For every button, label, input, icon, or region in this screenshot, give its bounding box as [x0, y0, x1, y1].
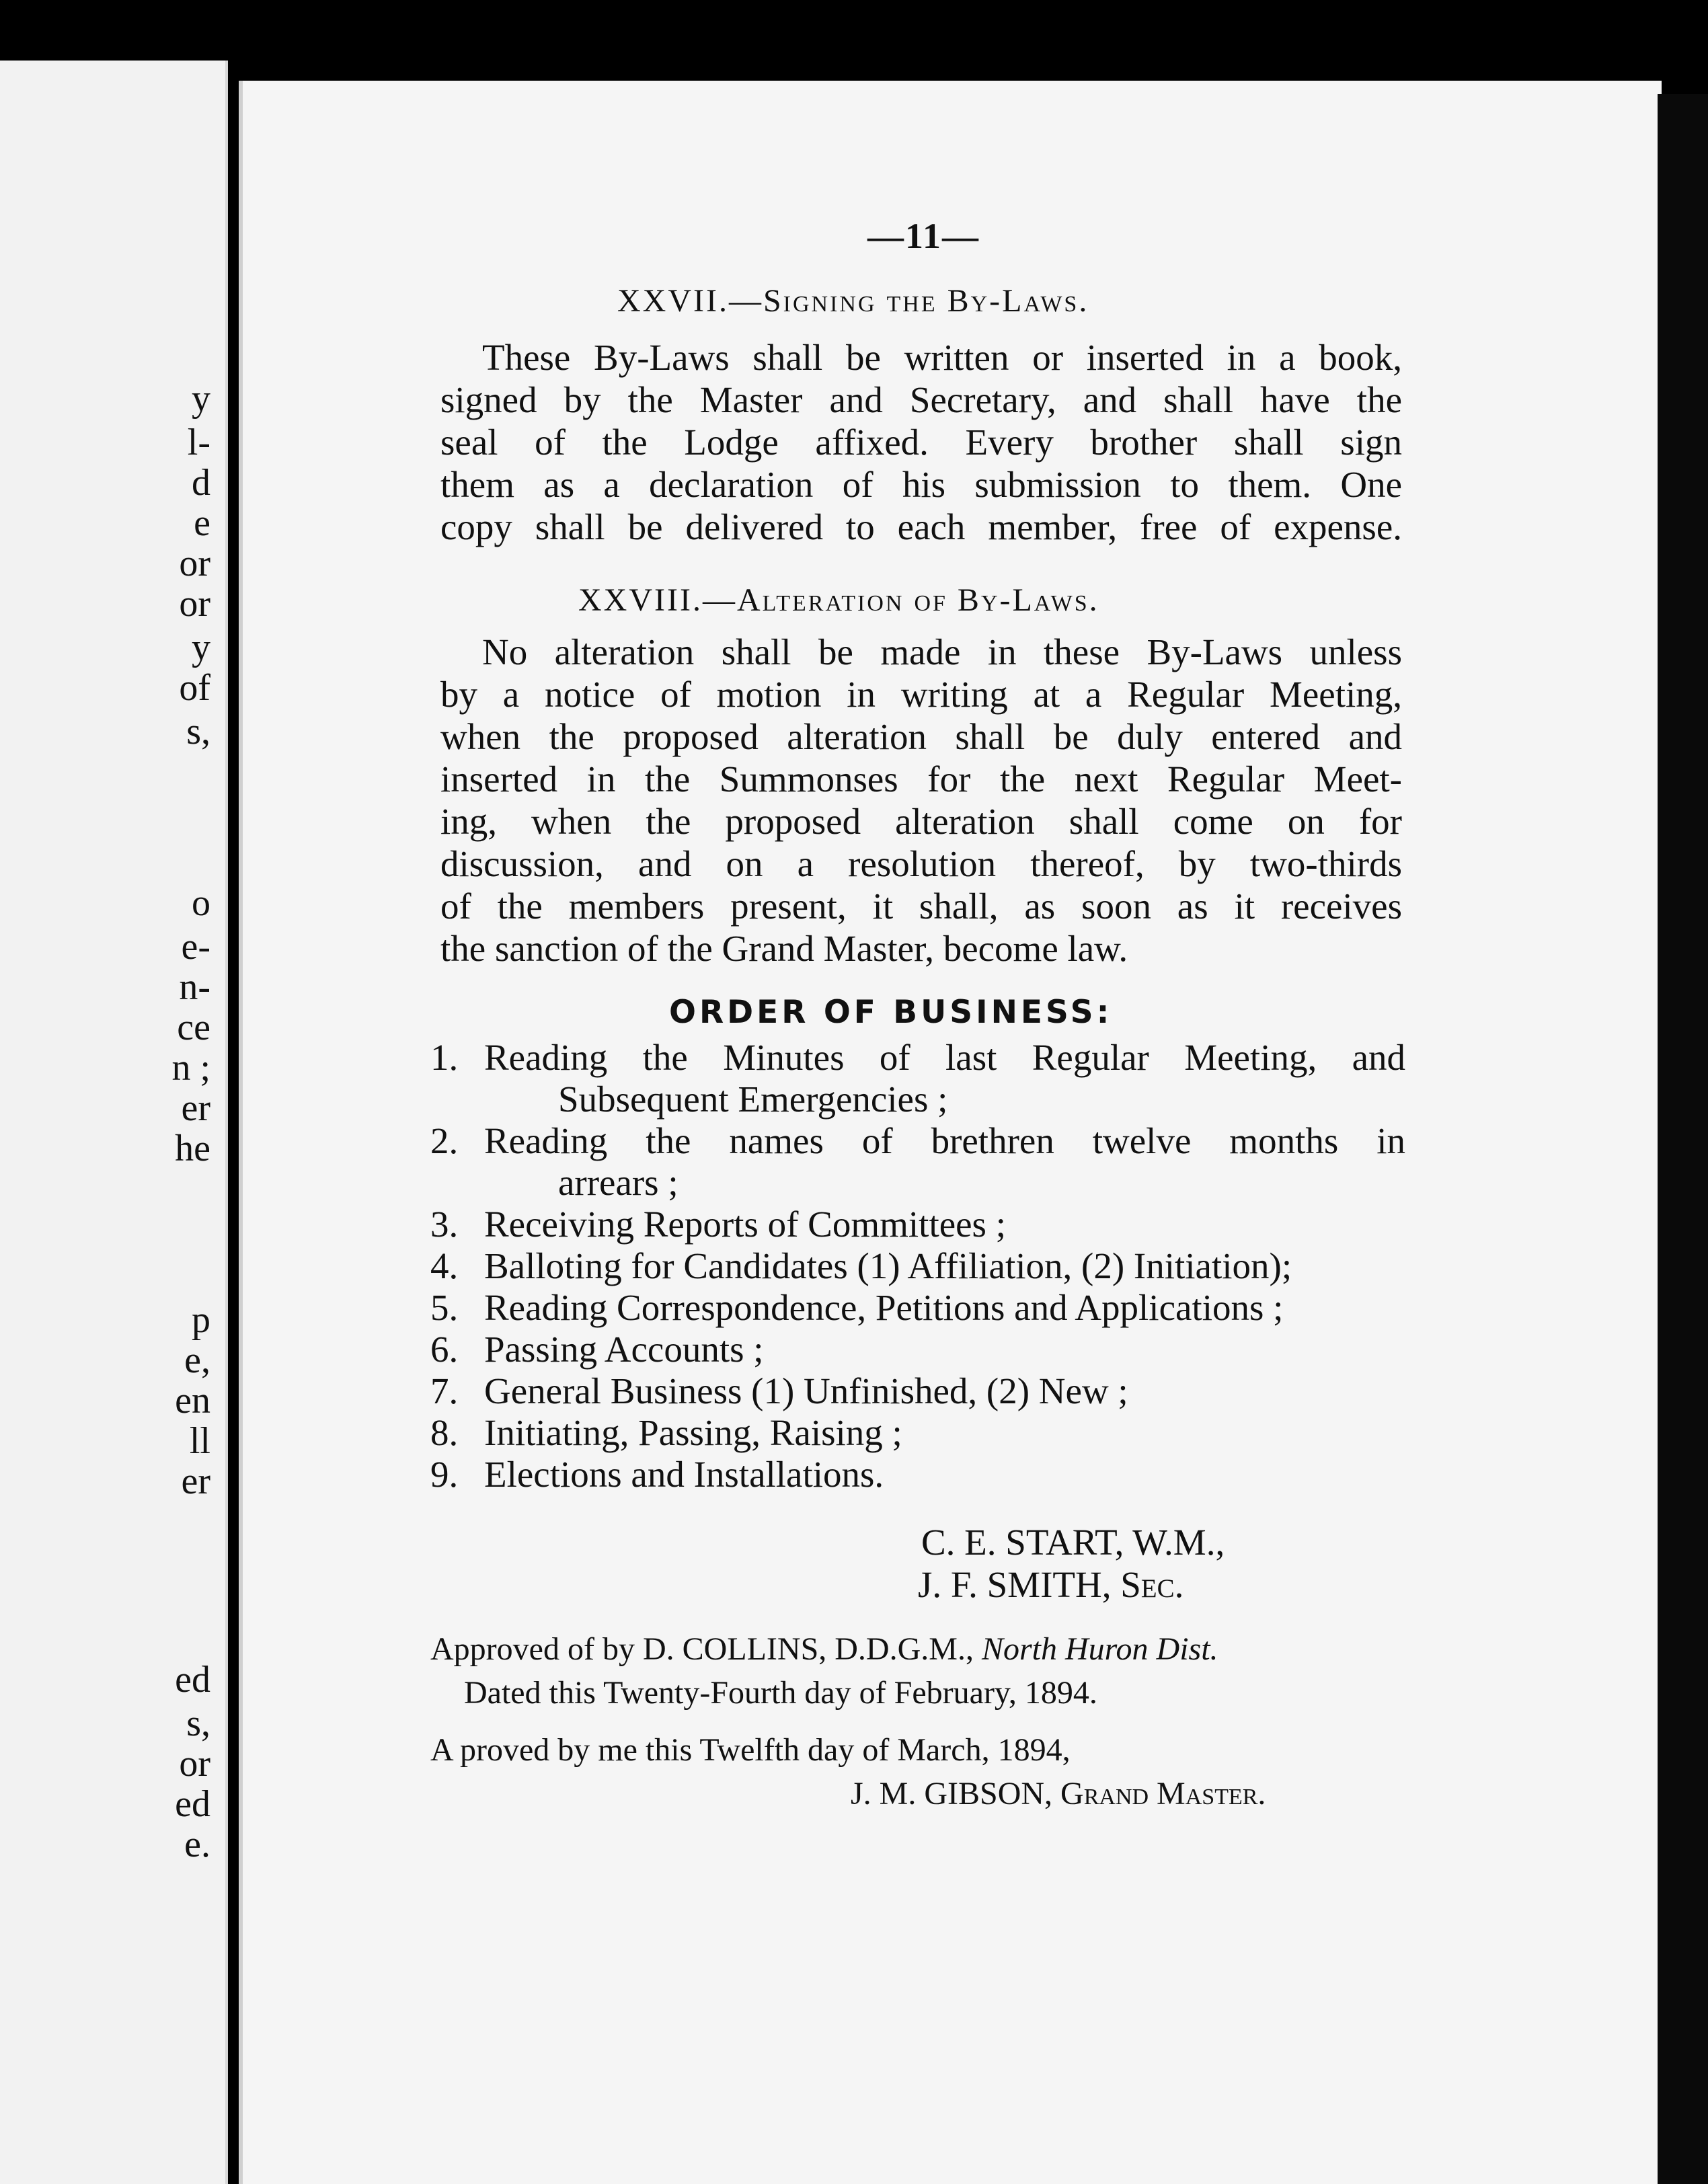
list-item — [430, 1287, 1405, 1329]
left-fragment: y — [192, 378, 210, 420]
section-28-body — [440, 631, 1402, 970]
secretary-signature — [918, 1563, 1183, 1606]
item-text: Receiving Reports of Committees ; — [484, 1204, 1006, 1245]
list-item — [430, 1120, 1405, 1204]
left-fragment: en — [175, 1380, 210, 1421]
left-fragment: l- — [187, 422, 210, 463]
body-line: when the proposed alteration shall be duly entered and — [440, 716, 1402, 757]
item-text: Reading the names of brethren twelve months in — [484, 1120, 1405, 1161]
left-fragment: d — [192, 462, 210, 504]
body-line: them as a declaration of his submission to them. One — [440, 464, 1402, 505]
left-page-fragment — [0, 61, 228, 2184]
list-item — [430, 1204, 1405, 1245]
grand-master-approval-line: A proved by me this Twelfth day of March, 1894, — [430, 1732, 1071, 1768]
grand-master-signature — [851, 1775, 1266, 1812]
section-28-numeral: XXVIII.— — [578, 582, 737, 618]
item-text: General Business (1) Unfinished, (2) New ; — [484, 1370, 1128, 1411]
left-fragment: e- — [181, 926, 210, 968]
left-fragment: er — [181, 1087, 210, 1129]
left-fragment: or — [179, 1743, 210, 1785]
body-line: seal of the Lodge affixed. Every brother shall sign — [440, 422, 1402, 463]
secretary-title: Sec. — [1120, 1564, 1184, 1605]
left-fragment: s, — [186, 711, 210, 752]
left-fragment: er — [181, 1460, 210, 1502]
left-fragment: ed — [175, 1659, 210, 1701]
left-fragment: y — [192, 627, 210, 668]
list-item — [430, 1329, 1405, 1370]
left-fragment: e, — [184, 1339, 210, 1381]
order-of-business-heading: ORDER OF BUSINESS: — [669, 994, 1113, 1031]
item-text: Reading the Minutes of last Regular Meeting, and — [484, 1037, 1405, 1078]
item-text-continued: Subsequent Emergencies ; — [558, 1079, 948, 1120]
left-fragment: ed — [175, 1783, 210, 1825]
body-line: by a notice of motion in writing at a Regular Meeting, — [440, 674, 1402, 715]
item-text: Reading Correspondence, Petitions and Applications ; — [484, 1287, 1284, 1328]
section-27-heading — [617, 282, 1089, 319]
left-fragment: n ; — [171, 1047, 210, 1089]
left-fragment: or — [179, 583, 210, 625]
left-fragment: or — [179, 543, 210, 584]
left-fragment: ce — [177, 1007, 210, 1048]
section-28-heading — [578, 582, 1099, 619]
grand-master-name: J. M. GIBSON, — [851, 1776, 1053, 1811]
item-number: 4. — [430, 1245, 459, 1286]
body-line: These By-Laws shall be written or inserted in a book, — [482, 337, 1402, 378]
approval-district: North Huron Dist. — [981, 1631, 1218, 1667]
page-edge-shadow — [1658, 94, 1708, 2184]
left-fragment: o — [192, 882, 210, 924]
item-number: 9. — [430, 1454, 459, 1495]
item-number: 2. — [430, 1120, 459, 1161]
list-item — [430, 1454, 1405, 1495]
item-number: 5. — [430, 1287, 459, 1328]
item-number: 3. — [430, 1204, 459, 1245]
page-number: —11— — [867, 216, 980, 256]
approval-dd-gm: Approved of by D. COLLINS, D.D.G.M., — [430, 1631, 974, 1667]
section-27-title: Signing the By-Laws. — [763, 283, 1089, 319]
item-number: 8. — [430, 1412, 459, 1453]
body-line: discussion, and on a resolution thereof, by two-thirds — [440, 843, 1402, 884]
approval-date-line: Dated this Twenty-Fourth day of February, 1894. — [464, 1675, 1097, 1711]
body-line: No alteration shall be made in these By-Laws unless — [482, 631, 1402, 672]
item-text: Passing Accounts ; — [484, 1329, 764, 1370]
body-line: signed by the Master and Secretary, and shall have the — [440, 379, 1402, 420]
left-fragment: ll — [189, 1420, 210, 1462]
master-signature: C. E. START, W.M., — [921, 1522, 1225, 1563]
item-number: 7. — [430, 1370, 459, 1411]
secretary-name: J. F. SMITH, — [918, 1564, 1112, 1605]
body-line: inserted in the Summonses for the next Regular Meet- — [440, 758, 1402, 800]
list-item — [430, 1037, 1405, 1120]
left-fragment: n- — [179, 966, 210, 1008]
item-text: Elections and Installations. — [484, 1454, 884, 1495]
body-line: the sanction of the Grand Master, become law. — [440, 928, 1128, 969]
approval-line-1 — [430, 1631, 1218, 1668]
section-27-body — [440, 336, 1402, 548]
body-line: copy shall be delivered to each member, free of expense. — [440, 506, 1402, 547]
list-item — [430, 1370, 1405, 1412]
section-28-title: Alteration of By-Laws. — [736, 582, 1099, 618]
left-fragment: p — [192, 1299, 210, 1341]
body-line: ing, when the proposed alteration shall come on for — [440, 801, 1402, 842]
left-fragment: e. — [184, 1824, 210, 1865]
item-text-continued: arrears ; — [558, 1162, 678, 1203]
order-of-business-list — [430, 1037, 1405, 1495]
item-number: 1. — [430, 1037, 459, 1078]
item-number: 6. — [430, 1329, 459, 1370]
left-fragment: e — [194, 502, 210, 544]
item-text: Initiating, Passing, Raising ; — [484, 1412, 902, 1453]
grand-master-title: Grand Master. — [1060, 1776, 1266, 1811]
body-line: of the members present, it shall, as soon as it receives — [440, 886, 1402, 927]
section-27-numeral: XXVII.— — [617, 283, 763, 319]
list-item — [430, 1412, 1405, 1454]
left-fragment: he — [175, 1128, 210, 1169]
left-fragment: s, — [186, 1703, 210, 1744]
item-text: Balloting for Candidates (1) Affiliation, (2) Initiation); — [484, 1245, 1292, 1286]
list-item — [430, 1245, 1405, 1287]
left-fragment: of — [179, 667, 210, 709]
